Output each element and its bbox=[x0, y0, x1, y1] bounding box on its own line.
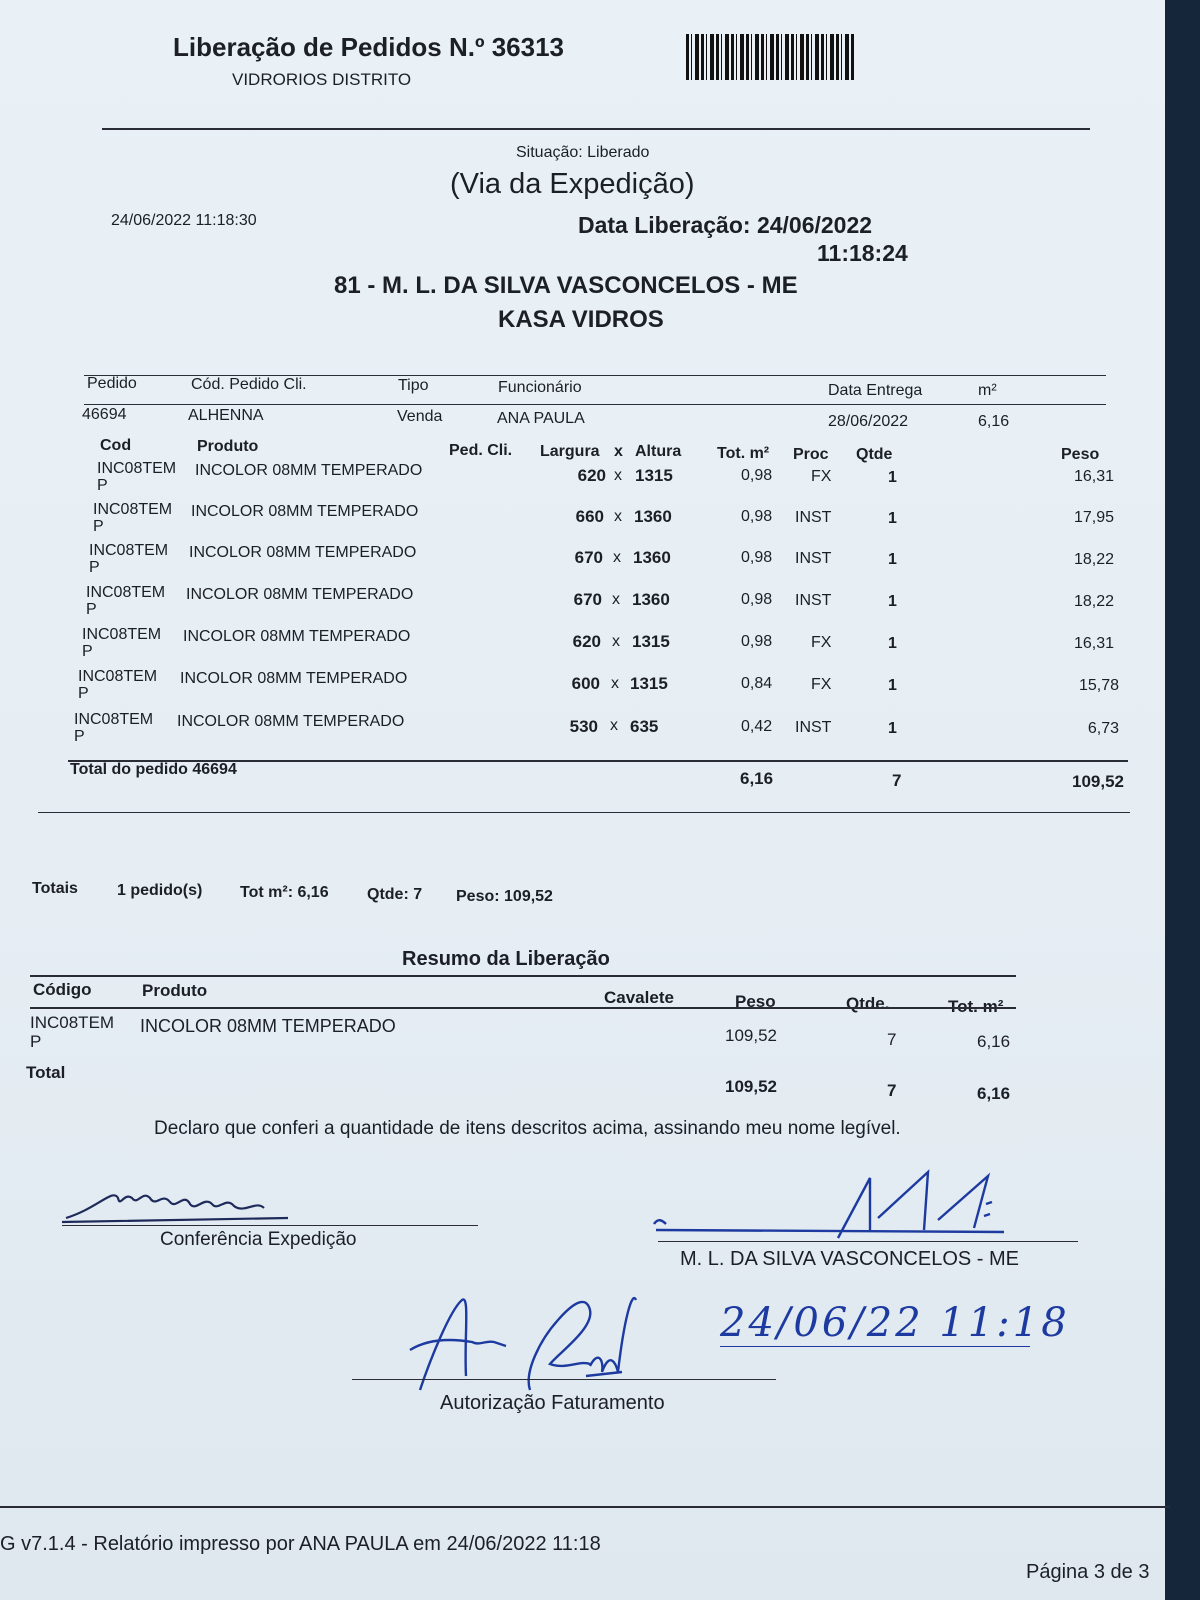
row-cod-suffix: P bbox=[93, 518, 104, 535]
table-row bbox=[0, 460, 1165, 502]
row-produto: INCOLOR 08MM TEMPERADO bbox=[180, 670, 408, 687]
signature-line bbox=[62, 1225, 478, 1226]
row-cod-suffix: P bbox=[78, 685, 89, 702]
table-row bbox=[0, 711, 1165, 753]
table-row bbox=[0, 584, 1165, 626]
totals-pedidos: 1 pedido(s) bbox=[117, 882, 203, 899]
totals-m2: Tot m²: 6,16 bbox=[240, 884, 329, 901]
row-altura: 1360 bbox=[634, 507, 672, 526]
row-peso: 18,22 bbox=[1073, 551, 1114, 568]
divider bbox=[84, 404, 1106, 405]
row-largura: 670 bbox=[573, 590, 602, 609]
table-row bbox=[0, 626, 1165, 668]
row-cod: INC08TEM bbox=[86, 584, 166, 601]
resumo-row-produto: INCOLOR 08MM TEMPERADO bbox=[140, 1016, 396, 1036]
resumo-total-qtde: 7 bbox=[887, 1081, 897, 1100]
barcode-icon bbox=[686, 34, 856, 80]
col-header-funcionario: Funcionário bbox=[498, 379, 582, 396]
row-cod: INC08TEM bbox=[97, 460, 177, 477]
totals-qtde: Qtde: 7 bbox=[367, 886, 423, 903]
row-produto: INCOLOR 08MM TEMPERADO bbox=[195, 462, 423, 479]
divider bbox=[0, 1506, 1170, 1508]
resumo-total-peso: 109,52 bbox=[725, 1077, 777, 1096]
cod-pedido-cli-value: ALHENNA bbox=[188, 407, 264, 424]
col-header-tipo: Tipo bbox=[398, 377, 429, 394]
data-entrega-value: 28/06/2022 bbox=[828, 413, 909, 430]
resumo-header-codigo: Código bbox=[33, 980, 92, 999]
pedido-value: 46694 bbox=[82, 406, 127, 423]
row-produto: INCOLOR 08MM TEMPERADO bbox=[191, 503, 419, 520]
totals-peso: Peso: 109,52 bbox=[456, 888, 553, 905]
col-header-produto: Produto bbox=[197, 438, 259, 455]
autorizacao-label: Autorização Faturamento bbox=[440, 1392, 665, 1414]
row-proc: FX bbox=[811, 634, 832, 651]
row-produto: INCOLOR 08MM TEMPERADO bbox=[177, 713, 405, 730]
signature-line bbox=[352, 1379, 776, 1380]
divider bbox=[102, 128, 1090, 130]
footer-report: G v7.1.4 - Relatório impresso por ANA PAULA em 24/06/2022 11:18 bbox=[0, 1533, 601, 1555]
client-signature-label: M. L. DA SILVA VASCONCELOS - ME bbox=[680, 1248, 1019, 1270]
row-proc: INST bbox=[795, 550, 832, 567]
row-altura: 1315 bbox=[635, 466, 673, 485]
col-header-data-entrega: Data Entrega bbox=[828, 382, 923, 399]
row-altura: 1360 bbox=[633, 548, 671, 567]
row-cod-suffix: P bbox=[86, 601, 97, 618]
row-proc: INST bbox=[795, 509, 832, 526]
row-cod-suffix: P bbox=[74, 728, 85, 745]
row-tot-m2: 0,98 bbox=[741, 508, 773, 525]
row-largura: 620 bbox=[572, 632, 601, 651]
resumo-header-cavalete: Cavalete bbox=[604, 988, 674, 1007]
row-cod: INC08TEM bbox=[89, 542, 169, 559]
row-produto: INCOLOR 08MM TEMPERADO bbox=[189, 544, 417, 561]
tipo-value: Venda bbox=[397, 408, 443, 425]
footer-page-number: Página 3 de 3 bbox=[1026, 1561, 1150, 1583]
row-produto: INCOLOR 08MM TEMPERADO bbox=[186, 586, 414, 603]
order-total-peso: 109,52 bbox=[1072, 772, 1124, 791]
divider bbox=[38, 812, 1130, 813]
via-label: (Via da Expedição) bbox=[450, 168, 695, 200]
col-header-altura: Altura bbox=[635, 443, 682, 460]
client-trade-name: KASA VIDROS bbox=[498, 306, 664, 333]
row-tot-m2: 0,42 bbox=[741, 718, 773, 735]
row-proc: INST bbox=[795, 592, 832, 609]
row-x: x bbox=[614, 467, 622, 484]
table-row bbox=[0, 501, 1165, 543]
row-largura: 600 bbox=[571, 674, 600, 693]
row-cod-suffix: P bbox=[97, 477, 108, 494]
order-total-qtde: 7 bbox=[892, 771, 902, 790]
row-qtde: 1 bbox=[888, 551, 897, 568]
row-altura: 1315 bbox=[630, 674, 668, 693]
col-header-m2: m² bbox=[978, 382, 997, 399]
row-largura: 620 bbox=[577, 466, 606, 485]
situacao-status: Situação: Liberado bbox=[516, 144, 650, 161]
conferencia-label: Conferência Expedição bbox=[160, 1229, 357, 1250]
col-header-peso: Peso bbox=[1061, 446, 1100, 463]
row-tot-m2: 0,98 bbox=[741, 633, 773, 650]
resumo-header-tot-m2: Tot. m² bbox=[948, 997, 1004, 1016]
signature-client-icon bbox=[648, 1168, 1008, 1248]
resumo-header-peso: Peso bbox=[735, 992, 776, 1011]
declaration-text: Declaro que conferi a quantidade de itens descritos acima, assinando meu nome legível. bbox=[154, 1118, 901, 1139]
row-qtde: 1 bbox=[888, 593, 897, 610]
resumo-row-qtde: 7 bbox=[887, 1030, 897, 1049]
row-x: x bbox=[612, 591, 620, 608]
row-largura: 660 bbox=[575, 507, 604, 526]
handwritten-date: 24/06/22 11:18 bbox=[720, 1300, 1070, 1346]
divider bbox=[30, 975, 1016, 977]
order-total-m2: 6,16 bbox=[740, 769, 774, 788]
row-cod: INC08TEM bbox=[74, 711, 154, 728]
order-total-label: Total do pedido 46694 bbox=[70, 761, 237, 778]
resumo-row-tot-m2: 6,16 bbox=[977, 1032, 1011, 1051]
resumo-row-peso: 109,52 bbox=[725, 1026, 777, 1045]
row-proc: FX bbox=[811, 676, 832, 693]
row-qtde: 1 bbox=[888, 720, 897, 737]
print-datetime: 24/06/2022 11:18:30 bbox=[111, 212, 257, 229]
row-cod-suffix: P bbox=[89, 559, 100, 576]
row-tot-m2: 0,98 bbox=[741, 467, 773, 484]
row-tot-m2: 0,98 bbox=[741, 591, 773, 608]
row-qtde: 1 bbox=[888, 635, 897, 652]
row-peso: 17,95 bbox=[1073, 509, 1114, 526]
company-name: VIDRORIOS DISTRITO bbox=[232, 70, 412, 89]
resumo-row-codigo: INC08TEM bbox=[30, 1013, 115, 1032]
divider bbox=[30, 1007, 1016, 1009]
row-proc: INST bbox=[795, 719, 832, 736]
col-header-qtde: Qtde bbox=[856, 446, 893, 463]
row-qtde: 1 bbox=[888, 510, 897, 527]
row-x: x bbox=[610, 717, 618, 734]
client-name: 81 - M. L. DA SILVA VASCONCELOS - ME bbox=[334, 272, 798, 299]
col-header-ped-cli: Ped. Cli. bbox=[449, 442, 513, 459]
resumo-total-label: Total bbox=[26, 1063, 66, 1082]
resumo-total-m2: 6,16 bbox=[977, 1084, 1011, 1103]
col-header-cod-pedido-cli: Cód. Pedido Cli. bbox=[191, 376, 307, 393]
m2-value: 6,16 bbox=[978, 413, 1010, 430]
funcionario-value: ANA PAULA bbox=[497, 410, 585, 427]
row-produto: INCOLOR 08MM TEMPERADO bbox=[183, 628, 411, 645]
signature-line bbox=[658, 1241, 1078, 1242]
resumo-header-qtde: Qtde. bbox=[846, 994, 890, 1013]
row-altura: 1315 bbox=[632, 632, 670, 651]
document-title: Liberação de Pedidos N.º 36313 bbox=[173, 32, 564, 62]
totals-label: Totais bbox=[32, 880, 78, 897]
resumo-row-codigo-suffix: P bbox=[30, 1032, 42, 1051]
row-cod: INC08TEM bbox=[93, 501, 173, 518]
col-header-largura: Largura bbox=[540, 443, 600, 460]
row-qtde: 1 bbox=[888, 469, 897, 486]
row-x: x bbox=[612, 633, 620, 650]
row-altura: 635 bbox=[630, 717, 659, 736]
row-peso: 16,31 bbox=[1073, 635, 1114, 652]
row-cod-suffix: P bbox=[82, 643, 93, 660]
col-header-proc: Proc bbox=[793, 446, 829, 463]
row-tot-m2: 0,98 bbox=[741, 549, 773, 566]
row-peso: 18,22 bbox=[1073, 593, 1114, 610]
row-largura: 670 bbox=[574, 548, 603, 567]
table-row bbox=[0, 668, 1165, 710]
row-cod: INC08TEM bbox=[78, 668, 158, 685]
resumo-title: Resumo da Liberação bbox=[402, 948, 610, 970]
col-header-x: x bbox=[614, 443, 623, 460]
row-altura: 1360 bbox=[632, 590, 670, 609]
data-liberacao-time: 11:18:24 bbox=[817, 240, 908, 266]
row-tot-m2: 0,84 bbox=[741, 675, 773, 692]
table-row bbox=[0, 542, 1165, 584]
row-proc: FX bbox=[811, 468, 832, 485]
row-cod: INC08TEM bbox=[82, 626, 162, 643]
row-x: x bbox=[613, 549, 621, 566]
col-header-cod: Cod bbox=[100, 437, 132, 454]
row-largura: 530 bbox=[569, 717, 598, 736]
resumo-header-produto: Produto bbox=[142, 981, 208, 1000]
row-peso: 15,78 bbox=[1078, 677, 1119, 694]
date-underline bbox=[720, 1346, 1030, 1347]
col-header-pedido: Pedido bbox=[87, 375, 137, 392]
data-liberacao: Data Liberação: 24/06/2022 bbox=[578, 212, 873, 238]
signature-conferencia-icon bbox=[58, 1178, 298, 1230]
signature-autorizacao-icon bbox=[390, 1280, 660, 1400]
row-peso: 6,73 bbox=[1087, 720, 1119, 737]
col-header-tot-m2: Tot. m² bbox=[717, 445, 770, 462]
row-peso: 16,31 bbox=[1073, 468, 1114, 485]
row-x: x bbox=[614, 508, 622, 525]
row-qtde: 1 bbox=[888, 677, 897, 694]
row-x: x bbox=[611, 675, 619, 692]
